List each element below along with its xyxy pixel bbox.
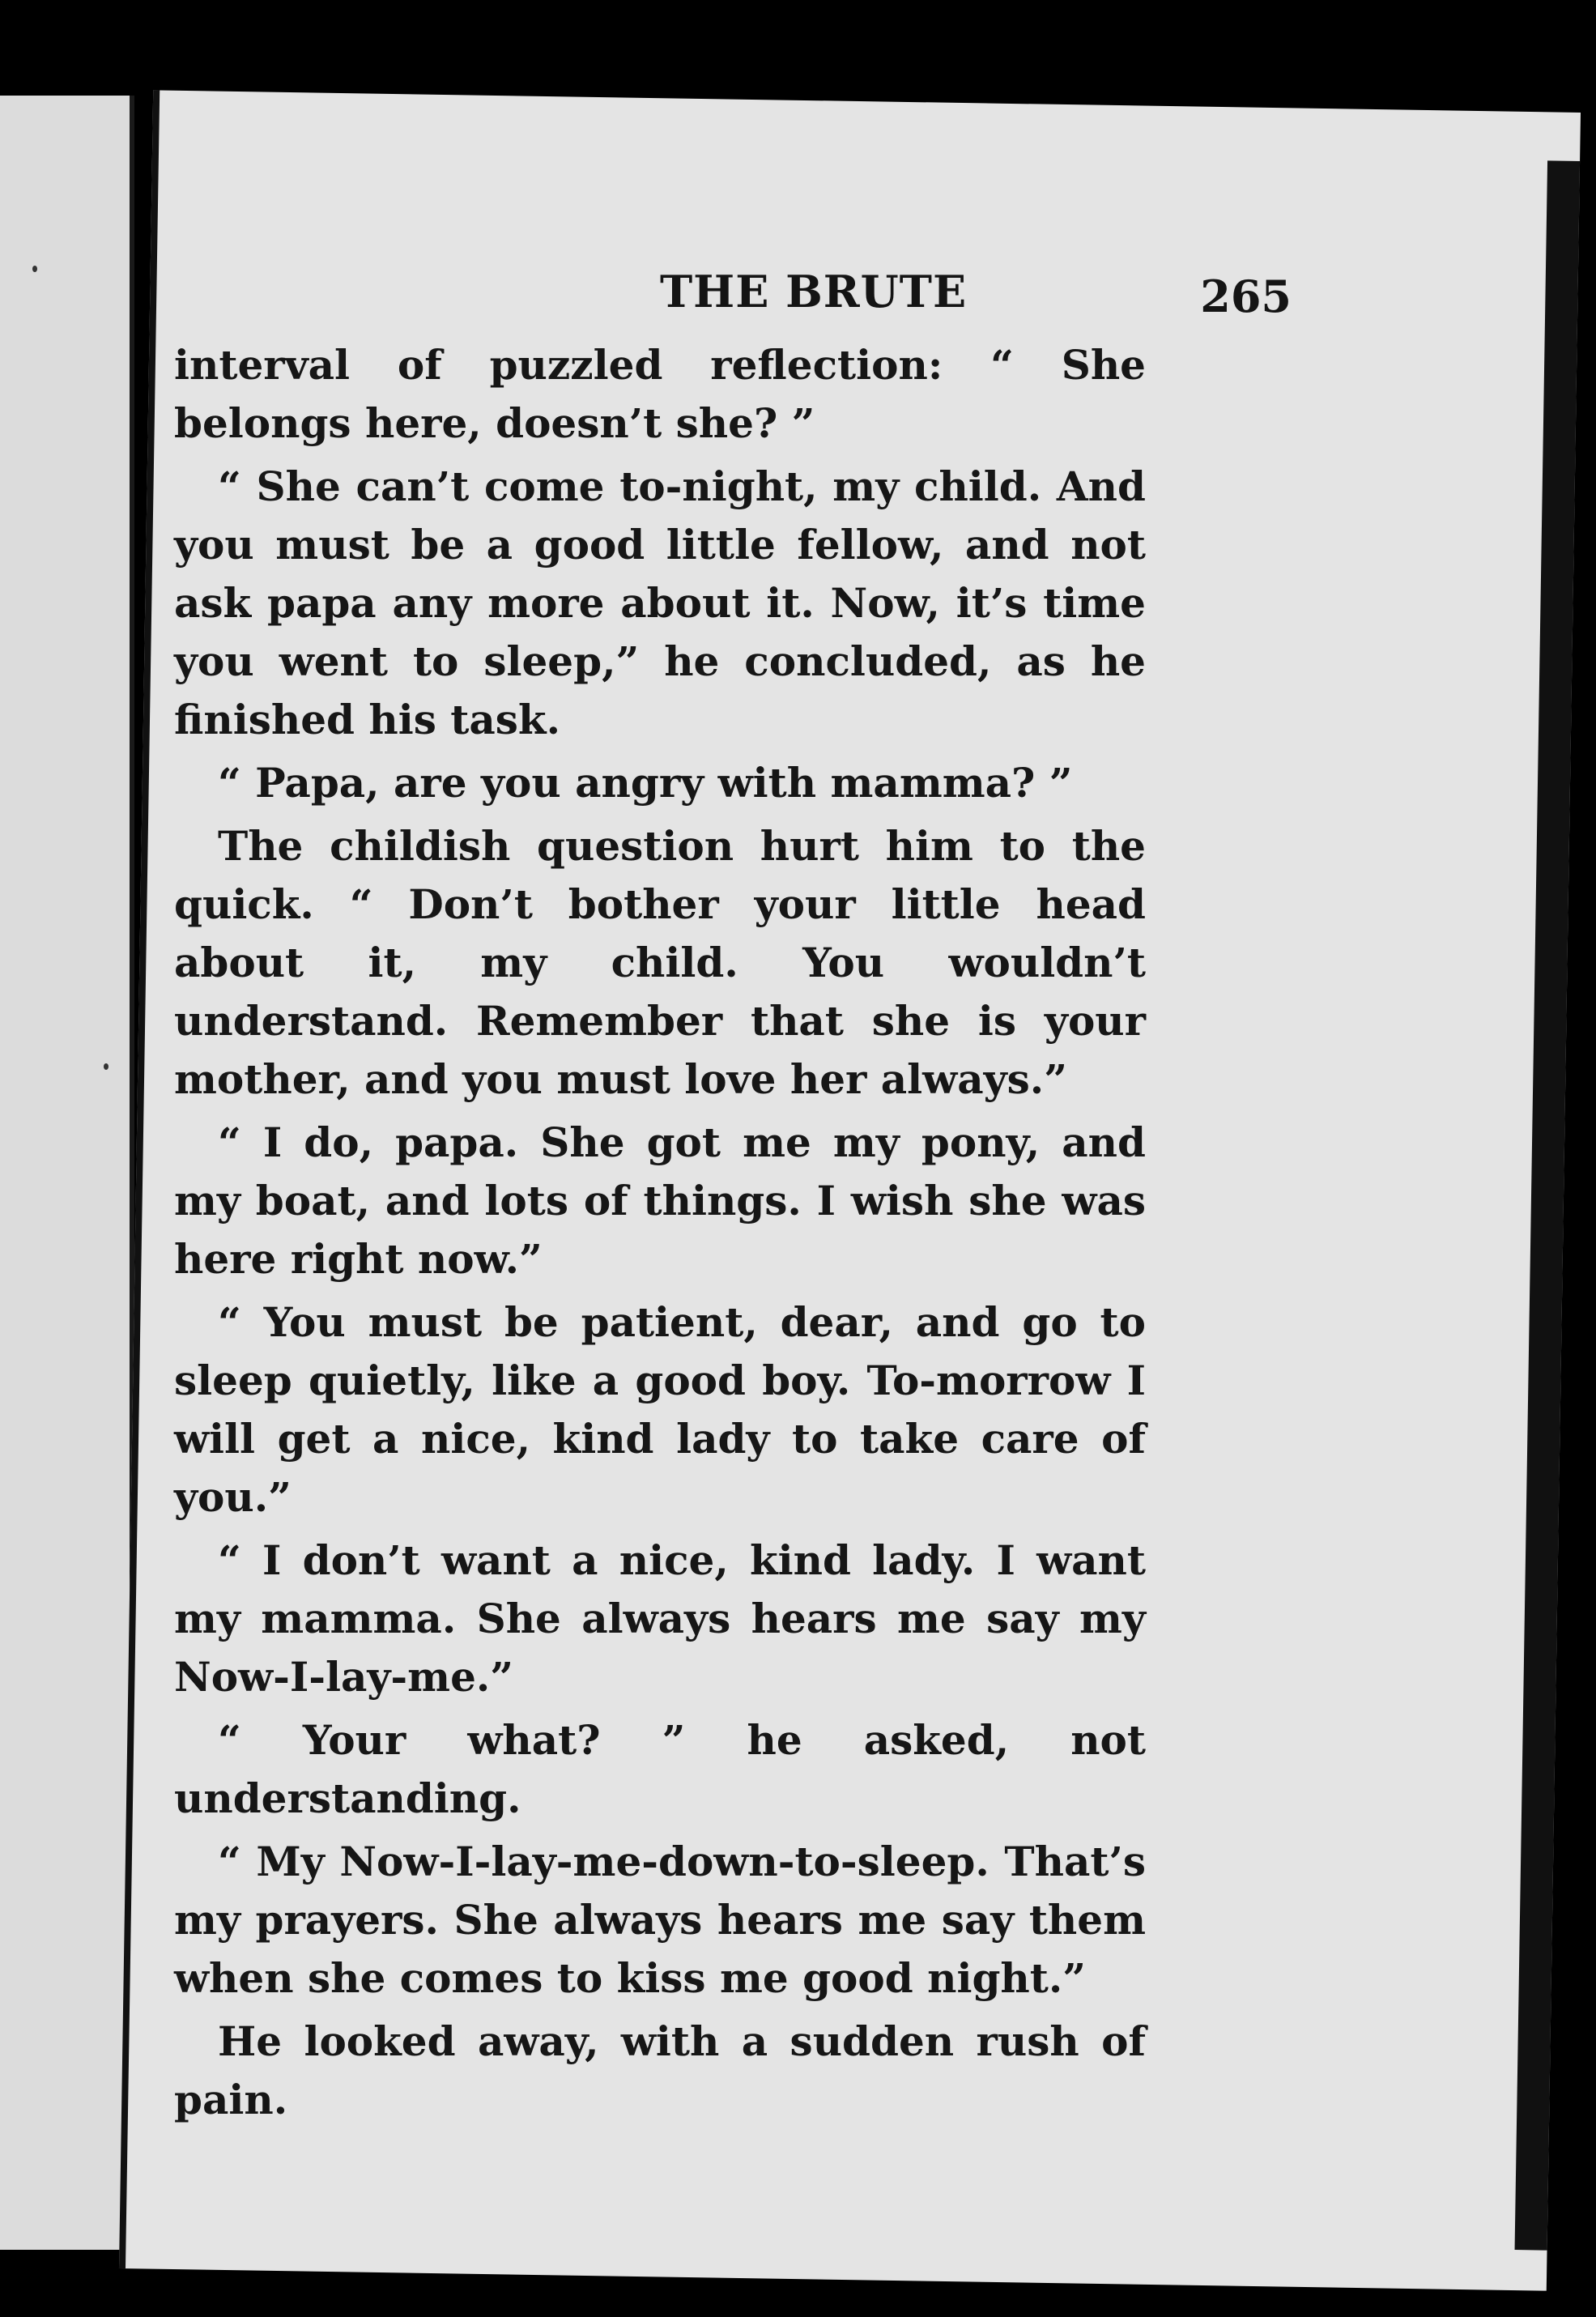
paragraph: “ She can’t come to-night, my child. And you must be a good little fellow, and not ask papa any more about it. Now, it’s time you went to sleep,” he concluded, as he finished his task.	[174, 462, 1146, 743]
paragraph: “ I do, papa. She got me my pony, and my boat, and lots of things. I wish she was here right now.”	[174, 1118, 1146, 1283]
ink-speck	[32, 266, 37, 272]
page-body	[174, 336, 1146, 2134]
facing-page-edge	[0, 96, 134, 2250]
paragraph: interval of puzzled reflection: “ She belongs here, doesn’t she? ”	[174, 341, 1146, 447]
paragraph: “ You must be patient, dear, and go to sleep quietly, like a good boy. To-morrow I will get a nice, kind lady to take care of you.”	[174, 1298, 1146, 1521]
paragraph: “ My Now-I-lay-me-down-to-sleep. That’s my prayers. She always hears me say them when she comes to kiss me good night.”	[174, 1838, 1146, 2002]
page-number: 265	[1200, 270, 1292, 322]
paragraph: He looked away, with a sudden rush of pain.	[174, 2017, 1146, 2123]
paragraph: “ Papa, are you angry with mamma? ”	[218, 759, 1073, 807]
running-title: THE BRUTE	[660, 266, 968, 317]
page-edge-shadow	[1515, 160, 1581, 2250]
running-header	[174, 266, 1292, 330]
paragraph: “ I don’t want a nice, kind lady. I want my mamma. She always hears me say my Now-I-lay-me.”	[174, 1536, 1146, 1701]
paragraph: The childish question hurt him to the quick. “ Don’t bother your little head about it, my child. You wouldn’t understand. Remember that she is your mother, and you must love her always.”	[174, 822, 1146, 1103]
ink-speck	[104, 1063, 109, 1070]
paragraph: “ Your what? ” he asked, not understanding.	[174, 1716, 1146, 1822]
